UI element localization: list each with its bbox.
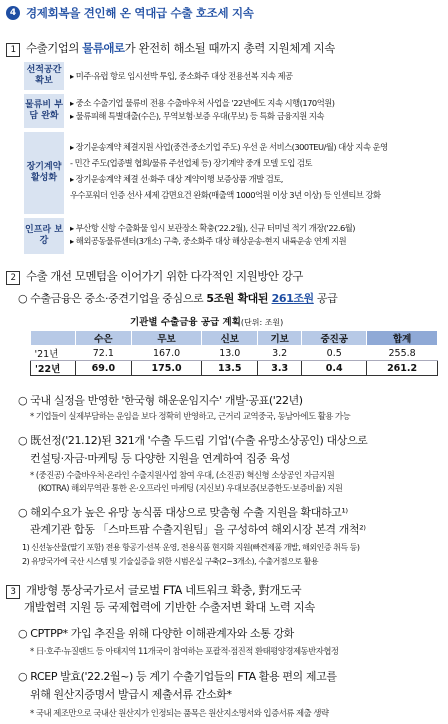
sec3-head-line2: 개발협력 지원 등 국제협력에 기반한 수출저변 확대 노력 지속	[24, 600, 315, 614]
sec2-heading	[6, 268, 303, 285]
circle-bullet: ○	[18, 506, 31, 519]
sec3-heading	[6, 582, 301, 599]
row-line: ▸ 중소 수출기업 물류비 전용 수출바우처 사업을 '22년에도 지속 시행(170억원)	[70, 98, 335, 108]
export-finance-table	[30, 330, 438, 376]
sec2-bullet-drum-companies	[18, 432, 367, 448]
td: '22년	[31, 361, 76, 376]
sec2-box-number: 2	[6, 271, 20, 285]
sec3-note-2: * 국내 제조만으로 국내산 원산지가 인정되는 품목은 원산지소명서와 입증서류 제출 생략	[30, 708, 329, 718]
circle-bullet: ○	[18, 627, 31, 640]
fin-post: 공급	[313, 292, 338, 305]
row-line: ▸ 물류피해 특별대출(수은), 무역보험·보증 우대(무보) 등 특화 금융지원 지속	[70, 110, 324, 121]
row-label: 물류비 부담 완화	[24, 94, 64, 128]
sec2-finance-line	[18, 290, 337, 306]
row-line: - 민간 주도(업종별 협회/물류 주선업체 등) 장기계약 중개 모델 도입 검토	[70, 158, 313, 168]
c1-text: CPTPP* 가입 추진을 위해 다양한 이해관계자와 소통 강화	[30, 627, 294, 640]
row-line: ▸ 미주·유럽 항로 임시선박 투입, 중소화주 대상 전용선복 지속 제공	[70, 70, 293, 81]
table-row	[31, 361, 438, 376]
sec3-note-1: * 日·호주·뉴질랜드 등 아태지역 11개국이 참여하는 포괄적·점진적 환태평양경제동반자협정	[30, 646, 339, 656]
sec3-bullet-cptpp	[18, 625, 294, 641]
td: 3.2	[258, 346, 302, 361]
th: 수은	[76, 331, 132, 346]
td: 13.5	[202, 361, 258, 376]
row-label: 선적공간 확보	[24, 62, 64, 90]
b2-line1: 既선정('21.12)된 321개 '수출 두드림 기업'(수출 유망소상공인) 대상으로	[30, 434, 368, 447]
sec1-row-long-term-contract	[24, 132, 442, 214]
sec2-note-2a: * (중진공) 수출바우처·온라인 수출지원사업 참여 우대, (소진공) 혁신형 소상공인 자금지원	[30, 470, 335, 480]
th: 중진공	[302, 331, 367, 346]
b2-line2: 컨설팅·자금·마케팅 등 다양한 지원을 연계하여 집중 육성	[30, 452, 290, 465]
th: 기보	[258, 331, 302, 346]
td: 0.4	[302, 361, 367, 376]
td: 72.1	[76, 346, 132, 361]
b3-line1: 해외수요가 높은 유망 농식품 대상으로 맞춤형 수출 지원을 확대하고¹⁾	[30, 506, 348, 519]
circle-bullet: ○	[18, 434, 31, 447]
sec2-note-1: * 기업들이 실제부담하는 운임을 보다 정확히 반영하고, 근거리 교역중국, 동남아에도 활용 가능	[30, 411, 351, 421]
td: 13.0	[202, 346, 258, 361]
sec2-note-3a: 1) 신선농산물(딸기 포함) 전용 항공기·선복 운영, 전용식품 현지화 지원(빠견제품 개발, 해외인증 취득 등)	[22, 543, 360, 552]
sec2-note-3b: 2) 유망국가에 국산 시스템 및 기술실증을 위한 시범온실 구축(2~3개소), 수출거점으로 활용	[22, 557, 319, 566]
sec2-head-text: 수출 개선 모멘텀을 이어가기 위한 다각적인 지원방안 강구	[26, 269, 304, 283]
td: 69.0	[76, 361, 132, 376]
row-line: ▸ 장기운송계약 체결지원 사업(중견·중소기업 주도) 우선 운 서비스(300TEU/월) 대상 지속 운영	[70, 142, 388, 152]
sec1-head-post: 가 완전히 해소될 때까지 총력 지원체계 지속	[124, 41, 335, 55]
sec3-box-number: 3	[6, 585, 20, 599]
row-line: 우수포워더 인증 선사 세제 감면요건 완화(매출액 1000억원 이상 3년 이상) 등 인센티브 강화	[70, 190, 381, 200]
section-number-badge: 4	[6, 6, 20, 20]
th	[31, 331, 76, 346]
table-unit: (단위: 조원)	[240, 318, 284, 327]
sec1-heading	[6, 40, 335, 57]
sec1-head-pre: 수출기업의	[26, 41, 83, 55]
b1-text: 국내 실정을 반영한 '한국형 해운운임지수' 개발·공표('22년)	[30, 394, 303, 407]
circle-bullet: ○	[18, 292, 31, 305]
td: 0.5	[302, 346, 367, 361]
td: 3.3	[258, 361, 302, 376]
c2-line1: RCEP 발효('22.2월~) 등 계기 수출기업들의 FTA 활용 편의 제고를	[30, 670, 337, 683]
sec3-bullet-rcep	[18, 668, 337, 684]
row-label: 장기계약 활성화	[24, 132, 64, 214]
th: 합계	[367, 331, 438, 346]
row-line: ▸ 해외공동물류센터(3개소) 구축, 중소화주 대상 해상운송-현지 내륙운송 연계 지원	[70, 235, 347, 246]
fin-em: 261조원	[271, 292, 314, 305]
sec1-row-shipping	[24, 62, 442, 90]
table-row	[31, 346, 438, 361]
th: 신보	[202, 331, 258, 346]
b3-line2: 관계기관 합동 「스마트팜 수출지원팀」을 구성하여 해외시장 본격 개척²⁾	[30, 523, 366, 536]
row-label: 인프라 보강	[24, 218, 64, 254]
row-line: ▸ 부산항 신항 수출화물 임시 보관장소 확충('22.2월), 신규 터미널 적기 개장('22.6월)	[70, 223, 356, 233]
row-line: ▸ 장기운송계약 체결 선·화주 대상 계약이행 보증상품 개발 검토,	[70, 174, 283, 184]
sec1-row-logistics-cost	[24, 94, 442, 128]
sec3-head-line1: 개방형 통상국가로서 글로벌 FTA 네트워크 확충, 對개도국	[26, 583, 302, 597]
table-header-row	[31, 331, 438, 346]
td: 167.0	[131, 346, 202, 361]
section-title-text: 경제회복을 견인해 온 역대급 수출 호조세 지속	[26, 6, 254, 20]
td: '21년	[31, 346, 76, 361]
table-title-text: 기관별 수출금융 공급 계획	[130, 317, 241, 328]
c2-line2: 위해 원산지증명서 발급시 제출서류 간소화*	[30, 688, 232, 701]
fin-pre: 수출금융은 중소·중견기업을 중심으로	[30, 292, 207, 305]
td: 261.2	[367, 361, 438, 376]
sec1-row-infrastructure	[24, 218, 442, 254]
sec2-bullet-freight-index	[18, 392, 303, 408]
td: 255.8	[367, 346, 438, 361]
td: 175.0	[131, 361, 202, 376]
circle-bullet: ○	[18, 670, 31, 683]
sec2-note-2b: (KOTRA) 해외무역관 통한 온·오프라인 마케팅 (지신보) 우대보증(보증한도·보증비율) 지원	[38, 483, 343, 493]
fin-mid: 5조원 확대된	[206, 292, 272, 305]
sec1-box-number: 1	[6, 43, 20, 57]
section-title	[6, 5, 254, 21]
circle-bullet: ○	[18, 394, 31, 407]
th: 무보	[131, 331, 202, 346]
table-title	[130, 314, 283, 328]
sec2-bullet-smartfarm	[18, 504, 348, 520]
sec1-head-em: 물류애로	[82, 41, 125, 55]
